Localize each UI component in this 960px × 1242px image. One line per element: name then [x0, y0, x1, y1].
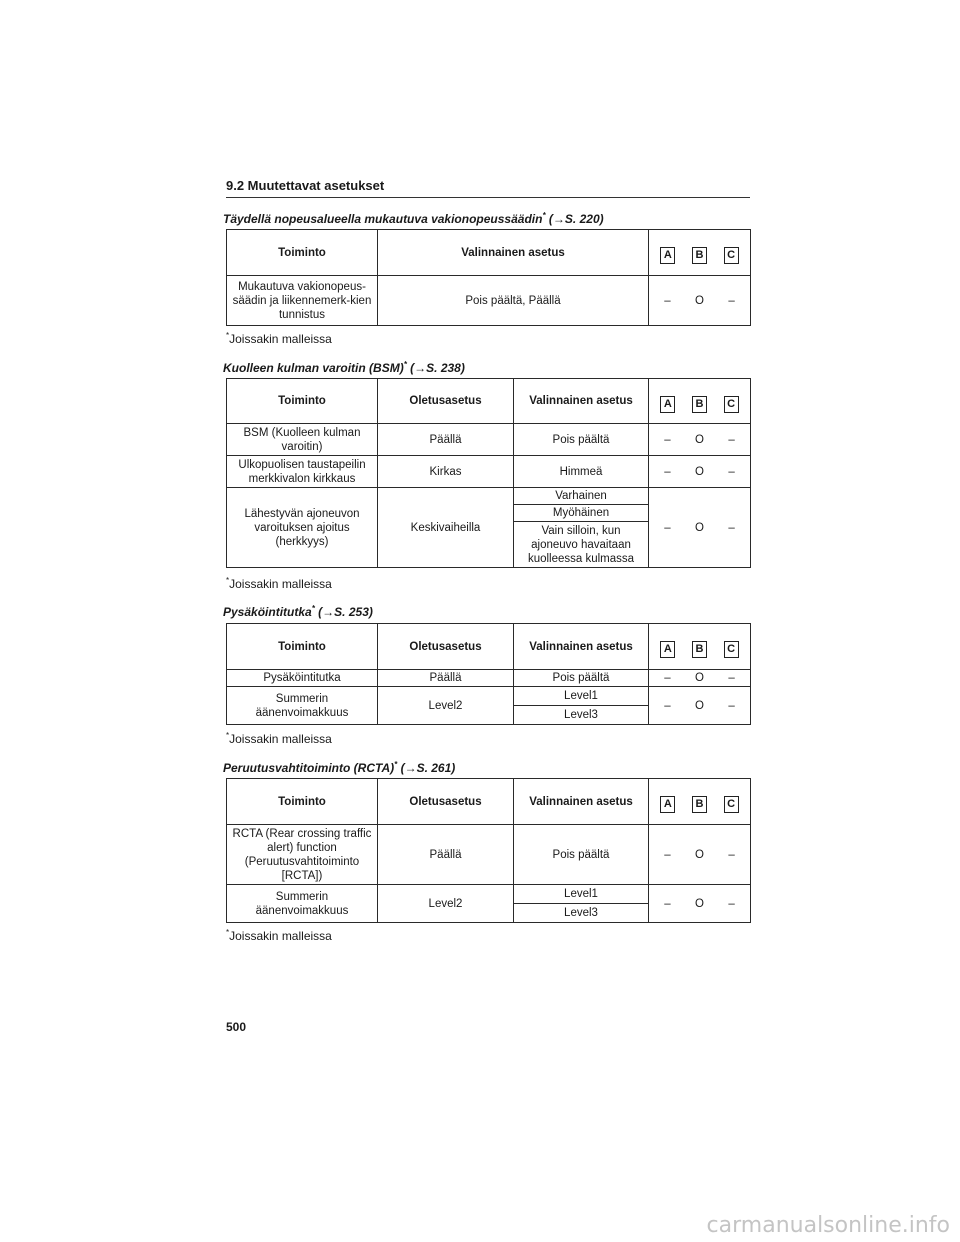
- cell-marks: [649, 670, 751, 687]
- badge-a: A: [660, 641, 675, 658]
- cell-toiminto: RCTA (Rear crossing traffic alert) function (Peruutusvahtitoiminto [RCTA]): [227, 825, 378, 885]
- table-row: [227, 276, 751, 326]
- parking-heading-asterisk: *: [311, 604, 315, 613]
- cell-marks: [649, 276, 751, 326]
- badge-c: C: [724, 247, 739, 264]
- mark-b: O: [695, 699, 704, 712]
- mark-a: –: [664, 897, 671, 910]
- mark-c: –: [728, 433, 735, 446]
- footnote-asterisk: *: [226, 731, 230, 740]
- col-valinnainen: Valinnainen asetus: [514, 379, 649, 424]
- bsm-table: [226, 378, 751, 568]
- footnote: [226, 576, 332, 591]
- rcta-heading: [223, 760, 753, 775]
- cell-valinnainen: Level3: [514, 904, 649, 923]
- table-header-row: [227, 779, 751, 825]
- col-oletus: Oletusasetus: [378, 779, 514, 825]
- col-oletus: Oletusasetus: [378, 624, 514, 670]
- table-row: [227, 456, 751, 488]
- table-header-row: [227, 624, 751, 670]
- footnote-asterisk: *: [226, 331, 230, 340]
- mark-b: O: [695, 897, 704, 910]
- footnote: [226, 731, 332, 746]
- rcta-page-ref[interactable]: (→S. 261): [400, 761, 456, 775]
- table-row: [227, 687, 751, 706]
- footnote-text: Joissakin malleissa: [229, 732, 332, 746]
- cell-oletus: Päällä: [378, 424, 514, 456]
- cell-valinnainen: Varhainen: [514, 488, 649, 505]
- col-toiminto: Toiminto: [227, 779, 378, 825]
- cell-marks: [649, 885, 751, 923]
- col-valinnainen: Valinnainen asetus: [514, 624, 649, 670]
- badge-a: A: [660, 396, 675, 413]
- table-row: [227, 825, 751, 885]
- cell-marks: [649, 424, 751, 456]
- badge-b: B: [692, 641, 707, 658]
- cell-valinnainen: Myöhäinen: [514, 505, 649, 522]
- cell-oletus: Päällä: [378, 670, 514, 687]
- cell-oletus: Level2: [378, 687, 514, 725]
- cell-marks: [649, 456, 751, 488]
- mark-c: –: [728, 699, 735, 712]
- bsm-heading: [223, 360, 753, 375]
- acc-heading-asterisk: *: [542, 211, 546, 220]
- mark-c: –: [728, 465, 735, 478]
- mark-c: –: [728, 848, 735, 861]
- mark-c: –: [728, 521, 735, 534]
- mark-b: O: [695, 433, 704, 446]
- footnote-text: Joissakin malleissa: [229, 929, 332, 943]
- cell-valinnainen: Level3: [514, 706, 649, 725]
- col-oletus: Oletusasetus: [378, 379, 514, 424]
- section-title: 9.2 Muutettavat asetukset: [226, 178, 750, 198]
- col-abc: [649, 379, 751, 424]
- cell-valinnainen: Pois päältä: [514, 670, 649, 687]
- mark-a: –: [664, 294, 671, 307]
- footnote-asterisk: *: [226, 928, 230, 937]
- cell-toiminto: BSM (Kuolleen kulman varoitin): [227, 424, 378, 456]
- mark-b: O: [695, 294, 704, 307]
- col-abc: [649, 230, 751, 276]
- watermark: carmanualsonline.info: [706, 1213, 950, 1238]
- badge-a: A: [660, 247, 675, 264]
- footnote-text: Joissakin malleissa: [229, 577, 332, 591]
- col-abc: [649, 624, 751, 670]
- bsm-heading-asterisk: *: [403, 360, 407, 369]
- table-row: [227, 424, 751, 456]
- table-header-row: [227, 230, 751, 276]
- parking-heading: [223, 604, 753, 619]
- badge-b: B: [692, 247, 707, 264]
- cell-valinnainen: Himmeä: [514, 456, 649, 488]
- parking-table: [226, 623, 751, 725]
- mark-b: O: [695, 848, 704, 861]
- mark-a: –: [664, 521, 671, 534]
- cell-marks: [649, 825, 751, 885]
- cell-marks: [649, 488, 751, 568]
- cell-toiminto: Mukautuva vakionopeus-säädin ja liikennemerk-kien tunnistus: [227, 276, 378, 326]
- mark-b: O: [695, 672, 704, 684]
- mark-a: –: [664, 672, 671, 684]
- col-valinnainen: Valinnainen asetus: [514, 779, 649, 825]
- acc-heading: [223, 211, 753, 226]
- badge-b: B: [692, 796, 707, 813]
- footnote: [226, 928, 332, 943]
- cell-toiminto: Ulkopuolisen taustapeilin merkkivalon kirkkaus: [227, 456, 378, 488]
- col-toiminto: Toiminto: [227, 230, 378, 276]
- badge-b: B: [692, 396, 707, 413]
- bsm-page-ref[interactable]: (→S. 238): [410, 361, 465, 375]
- mark-c: –: [728, 897, 735, 910]
- rcta-heading-asterisk: *: [394, 760, 398, 769]
- cell-valinnainen: Level1: [514, 687, 649, 706]
- cell-toiminto: Summerin äänenvoimakkuus: [227, 687, 378, 725]
- cell-valinnainen: Level1: [514, 885, 649, 904]
- cell-oletus: Päällä: [378, 825, 514, 885]
- parking-heading-text: Pysäköintitutka: [223, 605, 312, 619]
- badge-c: C: [724, 796, 739, 813]
- cell-toiminto: Lähestyvän ajoneuvon varoituksen ajoitus (herkkyys): [227, 488, 378, 568]
- mark-c: –: [728, 672, 735, 684]
- mark-a: –: [664, 699, 671, 712]
- footnote-text: Joissakin malleissa: [229, 332, 332, 346]
- col-valinnainen: Valinnainen asetus: [378, 230, 649, 276]
- cell-oletus: Kirkas: [378, 456, 514, 488]
- badge-c: C: [724, 641, 739, 658]
- page-number: 500: [226, 1020, 247, 1034]
- table-header-row: [227, 379, 751, 424]
- cell-valinnainen: Vain silloin, kun ajoneuvo havaitaan kuolleessa kulmassa: [514, 522, 649, 568]
- mark-a: –: [664, 433, 671, 446]
- footnote-asterisk: *: [226, 576, 230, 585]
- mark-a: –: [664, 848, 671, 861]
- table-row: [227, 670, 751, 687]
- cell-toiminto: Pysäköintitutka: [227, 670, 378, 687]
- footnote: [226, 331, 332, 346]
- col-toiminto: Toiminto: [227, 624, 378, 670]
- badge-c: C: [724, 396, 739, 413]
- cell-marks: [649, 687, 751, 725]
- table-row: [227, 885, 751, 904]
- cell-valinnainen: Pois päältä: [514, 424, 649, 456]
- bsm-heading-text: Kuolleen kulman varoitin (BSM): [223, 361, 404, 375]
- cell-toiminto: Summerin äänenvoimakkuus: [227, 885, 378, 923]
- mark-b: O: [695, 521, 704, 534]
- rcta-heading-text: Peruutusvahtitoiminto (RCTA): [223, 761, 395, 775]
- table-row: [227, 488, 751, 505]
- col-toiminto: Toiminto: [227, 379, 378, 424]
- parking-page-ref[interactable]: (→S. 253): [318, 605, 373, 619]
- cell-oletus: Level2: [378, 885, 514, 923]
- cell-valinnainen: Pois päältä: [514, 825, 649, 885]
- badge-a: A: [660, 796, 675, 813]
- cell-oletus: Keskivaiheilla: [378, 488, 514, 568]
- mark-b: O: [695, 465, 704, 478]
- mark-c: –: [728, 294, 735, 307]
- cell-valinnainen: Pois päältä, Päällä: [378, 276, 649, 326]
- rcta-table: [226, 778, 751, 923]
- acc-page-ref[interactable]: (→S. 220): [548, 212, 604, 226]
- acc-heading-text: Täydellä nopeusalueella mukautuva vakionopeussäädin: [223, 212, 543, 226]
- acc-table: [226, 229, 751, 326]
- col-abc: [649, 779, 751, 825]
- mark-a: –: [664, 465, 671, 478]
